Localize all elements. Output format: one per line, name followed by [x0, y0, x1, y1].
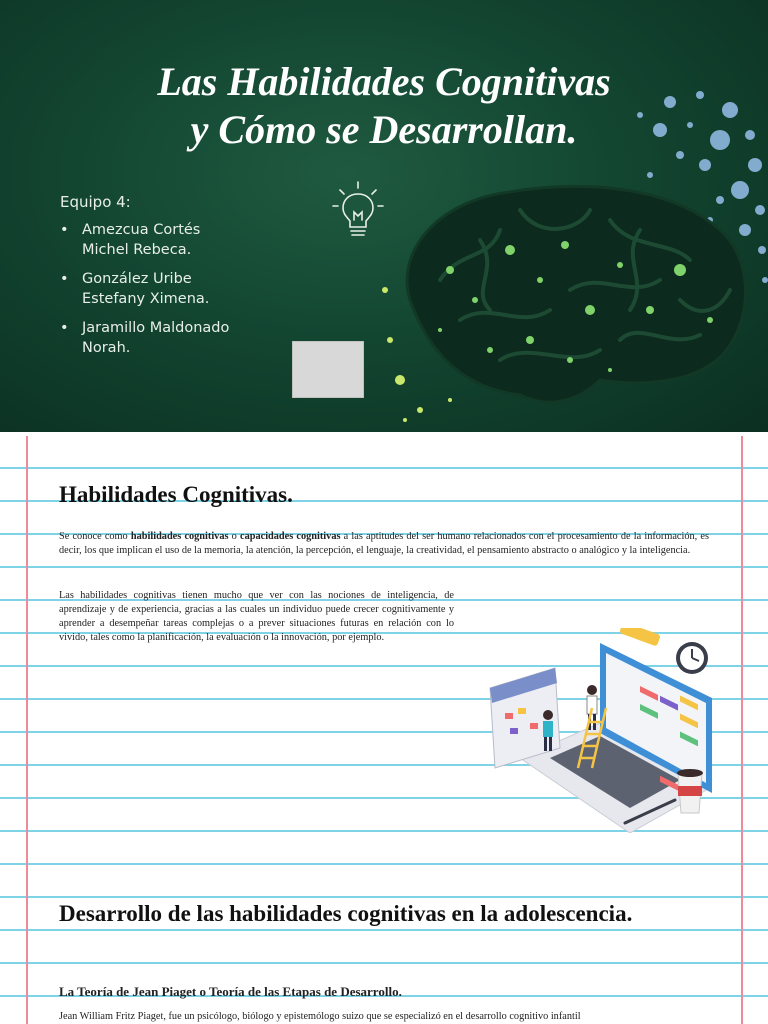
member-name-line2: Norah. — [82, 340, 131, 356]
piaget-subheading: La Teoría de Jean Piaget o Teoría de las Etapas de Desarrollo. — [59, 984, 402, 999]
team-members-list — [60, 220, 272, 358]
member-name-line1: Amezcua Cortés — [82, 222, 201, 238]
title-slide — [0, 0, 768, 432]
image-placeholder — [292, 341, 364, 398]
section-heading: Habilidades Cognitivas. — [59, 482, 293, 507]
definition-paragraph — [59, 530, 709, 558]
coffee-cup-icon — [677, 769, 703, 813]
right-margin-line — [741, 436, 743, 1024]
bullet: • — [60, 222, 69, 238]
member-name-line1: González Uribe — [82, 271, 192, 287]
planning-illustration — [480, 628, 720, 833]
explanation-paragraph: Las habilidades cognitivas tienen mucho que ver con las nociones de inteligencia, de aprendizaje y de experiencia, gracias a las cuales un individuo puede crecer cognitivamente y aprender a desempeñar tareas complejas o a prever situaciones futuras en relación con lo vivido, tales como la planificación, la evaluación o la innovación, por ejemplo. — [59, 590, 454, 643]
brain-illustration — [380, 170, 768, 432]
member-name-line2: Michel Rebeca. — [82, 242, 192, 258]
bold-term: habilidades cognitivas — [130, 531, 229, 542]
team-member — [60, 269, 272, 309]
title-line-2: y Cómo se Desarrollan. — [190, 107, 578, 152]
bold-term: capacidades cognitivas — [240, 531, 341, 542]
text-run: a las aptitudes del ser humano relacionados con el procesamiento de la información, es decir, los que implican el uso de la memoria, la atención, la percepción, el lenguaje, la creatividad, el pensamiento abstracto o analógico y la inteligencia. — [59, 531, 709, 556]
left-margin-line — [26, 436, 28, 1024]
content-slide — [0, 436, 768, 1024]
title-line-1: Las Habilidades Cognitivas — [157, 59, 611, 104]
text-run: Se conoce como — [59, 531, 131, 542]
member-name-line2: Estefany Ximena. — [82, 291, 210, 307]
bullet: • — [60, 320, 69, 336]
team-member — [60, 220, 272, 260]
development-heading: Desarrollo de las habilidades cognitivas en la adolescencia. — [59, 901, 633, 926]
team-member — [60, 318, 272, 358]
piaget-paragraph: Jean William Fritz Piaget, fue un psicólogo, biólogo y epistemólogo suizo que se especializó en el desarrollo cognitivo infantil — [59, 1011, 581, 1022]
team-label: Equipo 4: — [60, 193, 131, 211]
lightbulb-icon — [330, 180, 386, 242]
clock-icon — [676, 642, 708, 674]
slide-title — [0, 58, 768, 154]
text-run: o — [228, 531, 241, 542]
team-section — [60, 193, 272, 367]
member-name-line1: Jaramillo Maldonado — [82, 320, 230, 336]
bullet: • — [60, 271, 69, 287]
